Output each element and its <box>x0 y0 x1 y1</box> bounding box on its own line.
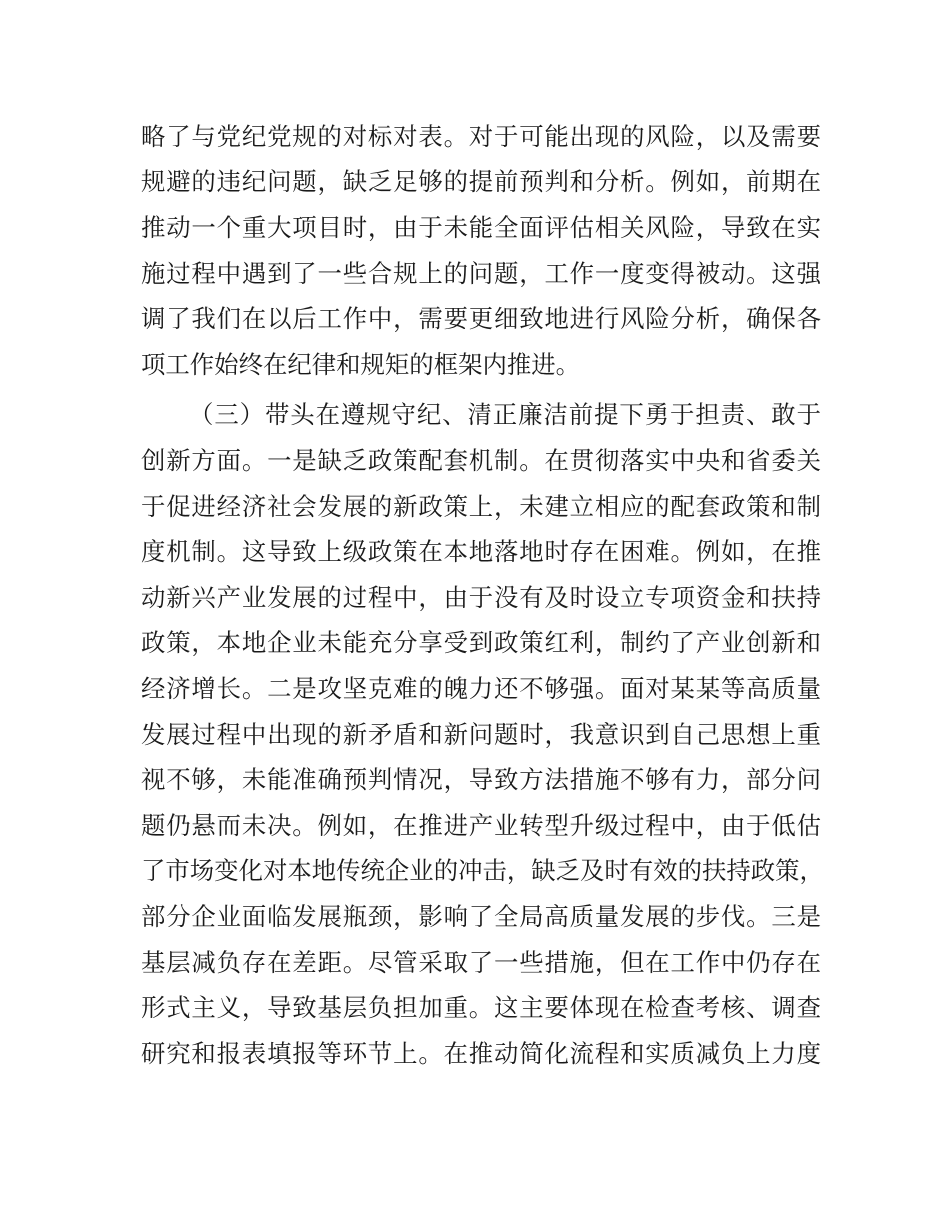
text-line: 动新兴产业发展的过程中，由于没有及时设立专项资金和扶持 <box>141 583 821 612</box>
text-line: 形式主义，导致基层负担加重。这主要体现在检查考核、调查 <box>141 993 821 1022</box>
text-line: 发展过程中出现的新矛盾和新问题时，我意识到自己思想上重 <box>141 720 821 749</box>
text-line: 基层减负存在差距。尽管采取了一些措施，但在工作中仍存在 <box>141 948 821 977</box>
text-line: 于促进经济社会发展的新政策上，未建立相应的配套政策和制 <box>141 492 821 521</box>
text-line: 规避的违纪问题，缺乏足够的提前预判和分析。例如，前期在 <box>141 167 821 196</box>
text-line: 视不够，未能准确预判情况，导致方法措施不够有力，部分问 <box>141 765 821 794</box>
text-line: 题仍悬而未决。例如，在推进产业转型升级过程中，由于低估 <box>141 811 821 840</box>
text-line: 调了我们在以后工作中，需要更细致地进行风险分析，确保各 <box>141 304 821 333</box>
text-line: 创新方面。一是缺乏政策配套机制。在贯彻落实中央和省委关 <box>141 446 821 475</box>
paragraph-heading-line: （三）带头在遵规守纪、清正廉洁前提下勇于担责、敢于 <box>189 400 821 429</box>
text-line: 研究和报表填报等环节上。在推动简化流程和实质减负上力度 <box>141 1039 821 1068</box>
text-line: 经济增长。二是攻坚克难的魄力还不够强。面对某某等高质量 <box>141 674 821 703</box>
text-line: 施过程中遇到了一些合规上的问题，工作一度变得被动。这强 <box>141 259 821 288</box>
text-line: 略了与党纪党规的对标对表。对于可能出现的风险，以及需要 <box>141 122 821 151</box>
text-line: 项工作始终在纪律和规矩的框架内推进。 <box>141 350 581 379</box>
text-line: 了市场变化对本地传统企业的冲击，缺乏及时有效的扶持政策， <box>141 856 824 885</box>
text-line: 推动一个重大项目时，由于未能全面评估相关风险，导致在实 <box>141 213 821 242</box>
text-line: 度机制。这导致上级政策在本地落地时存在困难。例如，在推 <box>141 537 821 566</box>
text-line: 政策，本地企业未能充分享受到政策红利，制约了产业创新和 <box>141 628 821 657</box>
text-line: 部分企业面临发展瓶颈，影响了全局高质量发展的步伐。三是 <box>141 902 821 931</box>
